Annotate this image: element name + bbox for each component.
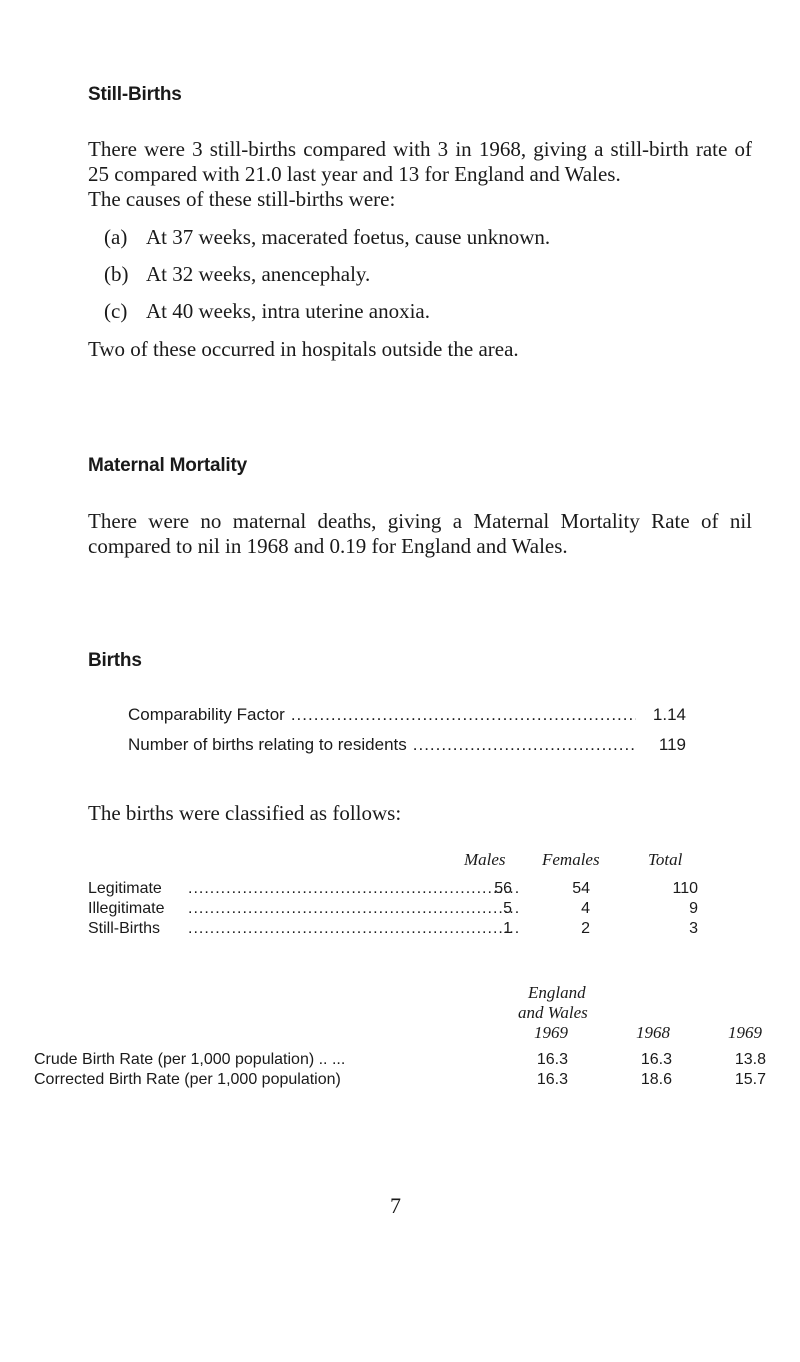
comparability-factor-row	[128, 705, 686, 725]
cause-item	[104, 262, 370, 287]
leader-dots	[188, 900, 520, 918]
cause-text: At 40 weeks, intra uterine anoxia.	[146, 299, 430, 323]
column-header-1968: 1968	[636, 1023, 670, 1042]
column-header-1969: 1969	[728, 1023, 762, 1042]
column-header-ew-1969: 1969	[534, 1023, 568, 1042]
cell-females: 54	[572, 880, 590, 897]
cell-total: 3	[689, 920, 698, 937]
cause-label: (a)	[104, 225, 128, 249]
cell-females: 4	[581, 900, 590, 917]
leader-dots	[413, 735, 636, 755]
classified-intro: The births were classified as follows:	[88, 801, 402, 825]
table-row	[88, 900, 708, 920]
cell-females: 2	[581, 920, 590, 937]
leader-dots	[188, 880, 520, 898]
page-number: 7	[390, 1193, 401, 1218]
factor-value: 119	[658, 735, 686, 754]
column-header-and-wales: and Wales	[518, 1003, 588, 1022]
leader-dots	[291, 705, 636, 725]
cause-label: (c)	[104, 299, 128, 323]
births-residents-row	[128, 735, 686, 755]
column-header-england: England	[528, 983, 586, 1002]
still-births-paragraph: There were 3 still-births compared with 3 in 1968, giving a still-birth rate of 25 compared with 21.0 last year and 13 for England and Wales.	[88, 137, 752, 186]
cause-label: (b)	[104, 262, 129, 286]
cell-1968: 16.3	[640, 1051, 672, 1068]
cell-1969: 13.8	[734, 1051, 766, 1068]
row-label: Legitimate	[88, 880, 162, 897]
hospitals-paragraph: Two of these occurred in hospitals outside the area.	[88, 337, 519, 361]
cell-ew-1969: 16.3	[536, 1051, 568, 1068]
cell-total: 9	[689, 900, 698, 917]
maternal-mortality-heading: Maternal Mortality	[88, 455, 247, 476]
cell-males: 1	[503, 920, 512, 937]
row-label: Corrected Birth Rate (per 1,000 population)	[34, 1071, 341, 1088]
cell-males: 5	[503, 900, 512, 917]
row-label: Illegitimate	[88, 900, 165, 917]
factor-label: Number of births relating to residents	[128, 735, 407, 754]
cell-1969: 15.7	[734, 1071, 766, 1088]
births-heading: Births	[88, 650, 142, 671]
row-label: Crude Birth Rate (per 1,000 population) .. ...	[34, 1051, 346, 1068]
still-births-heading: Still-Births	[88, 84, 182, 105]
table-row	[34, 1051, 774, 1073]
cause-item	[104, 225, 550, 250]
cause-text: At 37 weeks, macerated foetus, cause unknown.	[146, 225, 551, 249]
column-header-females: Females	[542, 850, 600, 869]
cell-males: 56	[494, 880, 512, 897]
table-row	[88, 880, 708, 900]
cause-text: At 32 weeks, anencephaly.	[146, 262, 371, 286]
table-row	[88, 920, 708, 940]
factor-label: Comparability Factor	[128, 705, 285, 724]
cause-item	[104, 299, 430, 324]
factor-value: 1.14	[652, 705, 686, 724]
cell-1968: 18.6	[640, 1071, 672, 1088]
maternal-mortality-paragraph: There were no maternal deaths, giving a Maternal Mortality Rate of nil compared to nil in 1968 and 0.19 for England and Wales.	[88, 509, 752, 558]
leader-dots	[188, 920, 520, 938]
column-header-total: Total	[648, 850, 683, 869]
cell-total: 110	[672, 880, 698, 897]
causes-intro: The causes of these still-births were:	[88, 187, 396, 211]
table-row	[34, 1071, 774, 1093]
column-header-males: Males	[464, 850, 506, 869]
row-label: Still-Births	[88, 920, 161, 937]
cell-ew-1969: 16.3	[536, 1071, 568, 1088]
